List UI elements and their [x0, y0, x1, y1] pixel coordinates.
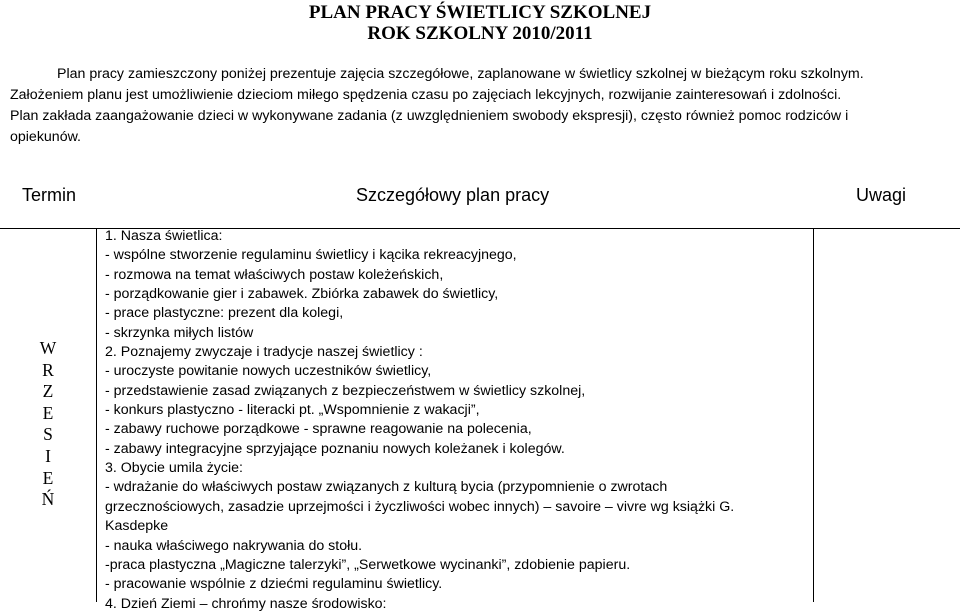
plan-line: - pracowanie wspólnie z dziećmi regulaminu świetlicy. — [105, 576, 443, 593]
intro-line: Plan pracy zamieszczony poniżej prezentuje zajęcia szczegółowe, zaplanowane w świetlicy szkolnej w bieżącym roku szkolnym. — [57, 66, 864, 82]
month-letter: E — [42, 402, 54, 423]
plan-line: 1. Nasza świetlica: — [105, 228, 223, 244]
column-divider — [813, 228, 814, 602]
plan-details-cell — [105, 227, 810, 614]
plan-line: - porządkowanie gier i zabawek. Zbiórka zabawek do świetlicy, — [105, 286, 499, 303]
document-title: PLAN PRACY ŚWIETLICY SZKOLNEJ — [308, 2, 652, 23]
month-letter: E — [42, 467, 54, 488]
plan-line: Kasdepke — [105, 518, 169, 535]
intro-line: Założeniem planu jest umożliwienie dzieciom miłego spędzenia czasu po zajęciach lekcyjnych, rozwijanie zainteresowań i zdolności. — [10, 87, 842, 103]
plan-line: - przedstawienie zasad związanych z bezpieczeństwem w świetlicy szkolnej, — [105, 382, 586, 399]
plan-line: 4. Dzień Ziemi – chrońmy nasze środowisko: — [105, 595, 387, 612]
intro-paragraph — [10, 64, 955, 148]
plan-line: - skrzynka miłych listów — [105, 324, 254, 341]
month-letter: Z — [42, 381, 54, 402]
intro-line: Plan zakłada zaangażowanie dzieci w wykonywane zadania (z uwzględnieniem swobody ekspresji), często również pomoc rodziców i — [10, 108, 849, 124]
column-header-uwagi: Uwagi — [856, 185, 907, 205]
school-year-title: ROK SZKOLNY 2010/2011 — [367, 23, 593, 44]
plan-line: 3. Obycie umila życie: — [105, 460, 243, 477]
plan-line: - zabawy integracyjne sprzyjające poznaniu nowych koleżanek i kolegów. — [105, 440, 565, 457]
intro-line: opiekunów. — [10, 129, 81, 145]
month-letter: I — [45, 445, 51, 466]
month-letter: R — [42, 359, 54, 380]
plan-line: - prace plastyczne: prezent dla kolegi, — [105, 305, 344, 322]
plan-line: - uroczyste powitanie nowych uczestników świetlicy, — [105, 363, 432, 380]
plan-line: grzecznościowych, zasadzie uprzejmości i życzliwości wobec innych) – savoire – vivre wg książki G. — [105, 498, 735, 515]
month-letter: Ń — [41, 489, 55, 510]
plan-line: - zabawy ruchowe porządkowe - sprawne reagowanie na polecenia, — [105, 421, 532, 438]
plan-line: - nauka właściwego nakrywania do stołu. — [105, 537, 363, 554]
plan-line: -praca plastyczna „Magiczne talerzyki”, „Serwetkowe wycinanki”, zdobienie papieru. — [105, 556, 631, 573]
plan-line: - rozmowa na temat właściwych postaw koleżeńskich, — [105, 266, 444, 283]
month-letter: W — [39, 338, 57, 358]
month-label-wrzesien — [0, 338, 96, 511]
plan-line: 2. Poznajemy zwyczaje i tradycje naszej świetlicy : — [105, 344, 423, 361]
plan-line: - wspólne stworzenie regulaminu świetlicy i kącika rekreacyjnego, — [105, 247, 517, 264]
column-header-plan: Szczegółowy plan pracy — [356, 185, 550, 205]
plan-line: - wdrażanie do właściwych postaw związanych z kulturą bycia (przypomnienie o zwrotach — [105, 479, 668, 496]
month-letter: S — [43, 424, 53, 445]
column-divider — [96, 228, 97, 602]
plan-line: - konkurs plastyczno - literacki pt. „Wspomnienie z wakacji”, — [105, 402, 480, 419]
column-header-termin: Termin — [22, 185, 77, 205]
